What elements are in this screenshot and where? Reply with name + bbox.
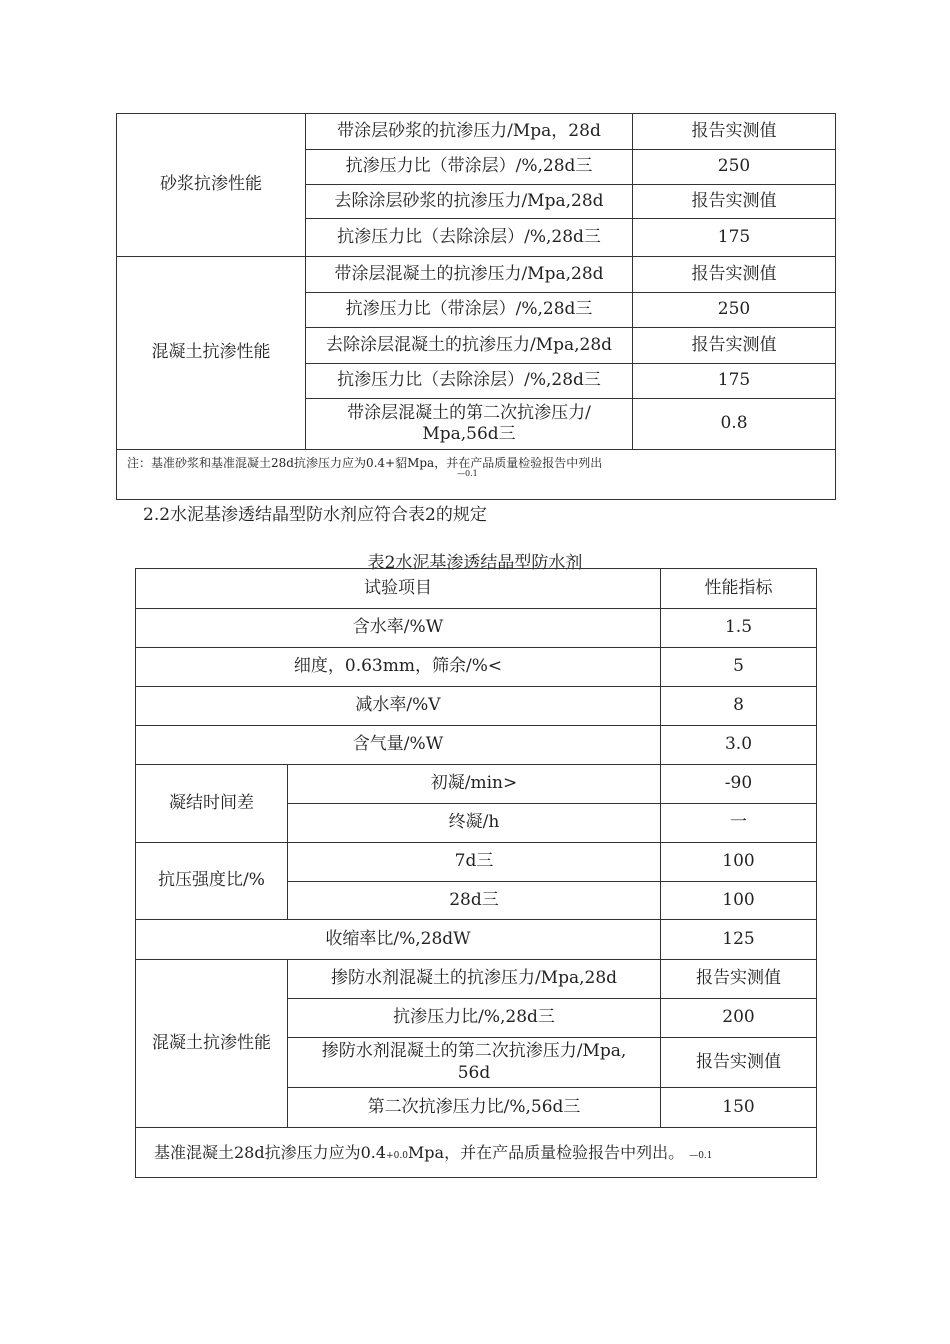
value-cell: 5: [661, 648, 817, 687]
value-cell: 报告实测值: [633, 114, 836, 150]
value-cell: 0.8: [633, 399, 836, 450]
table-row: [136, 765, 817, 804]
item-cell: 28d三: [288, 882, 661, 920]
value-cell: -90: [661, 765, 817, 804]
value-cell: 3.0: [661, 726, 817, 765]
value-cell: 8: [661, 687, 817, 726]
table-row: [136, 843, 817, 882]
table-2: [135, 568, 817, 1178]
note-subscript: —0.1: [457, 469, 478, 478]
value-cell: 报告实测值: [633, 328, 836, 364]
item-cell: 去除涂层混凝土的抗渗压力/Mpa,28d: [306, 328, 633, 364]
value-cell: 一: [661, 804, 817, 843]
item-line: 56d: [457, 1062, 491, 1083]
item-cell: 终凝/h: [288, 804, 661, 843]
table-row: [136, 920, 817, 960]
value-cell: 100: [661, 843, 817, 882]
note-subscript: —0.1: [689, 1150, 713, 1161]
value-cell: 125: [661, 920, 817, 960]
item-cell: 掺防水剂混凝土的抗渗压力/Mpa,28d: [288, 960, 661, 999]
table-caption: 表2水泥基渗透结晶型防水剂: [367, 553, 583, 573]
item-line: Mpa,56d三: [422, 424, 516, 444]
value-cell: 175: [633, 364, 836, 399]
value-cell: 250: [633, 293, 836, 328]
item-cell: 含气量/%W: [136, 726, 661, 765]
item-cell: 带涂层混凝土的抗渗压力/Mpa,28d: [306, 257, 633, 293]
table-row: [117, 114, 836, 150]
table-row: [117, 257, 836, 293]
table-note: [136, 1128, 817, 1178]
table-row: [136, 648, 817, 687]
item-cell: 抗渗压力比（带涂层）/%,28d三: [306, 293, 633, 328]
item-cell: 抗渗压力比（带涂层）/%,28d三: [306, 150, 633, 185]
value-cell: 报告实测值: [661, 960, 817, 999]
note-text: Mpa，并在产品质量检验报告中列出。: [407, 1142, 685, 1162]
table-row: [136, 960, 817, 999]
value-cell: 200: [661, 999, 817, 1038]
item-cell: 7d三: [288, 843, 661, 882]
item-line: 掺防水剂混凝土的第二次抗渗压力/Mpa,: [321, 1041, 627, 1062]
item-cell: 抗渗压力比（去除涂层）/%,28d三: [306, 364, 633, 399]
item-cell: [306, 399, 633, 450]
row-group-label: 砂浆抗渗性能: [117, 114, 306, 257]
item-cell: 抗渗压力比/%,28d三: [288, 999, 661, 1038]
item-cell: 去除涂层砂浆的抗渗压力/Mpa,28d: [306, 185, 633, 219]
value-cell: 1.5: [661, 609, 817, 648]
table-1: [116, 113, 836, 500]
value-cell: 报告实测值: [661, 1038, 817, 1088]
note-subscript: +0.0: [386, 1150, 408, 1161]
value-cell: 150: [661, 1088, 817, 1128]
header-cell: 试验项目: [136, 569, 661, 609]
item-cell: 含水率/%W: [136, 609, 661, 648]
note-text: 基准混凝土28d抗渗压力应为0.4: [154, 1142, 387, 1162]
value-cell: 175: [633, 219, 836, 257]
table-row: [136, 609, 817, 648]
item-cell: 第二次抗渗压力比/%,56d三: [288, 1088, 661, 1128]
table-row: [136, 687, 817, 726]
row-group-label: 混凝土抗渗性能: [117, 257, 306, 450]
item-cell: 减水率/%V: [136, 687, 661, 726]
note-text: 注：基准砂浆和基准混凝土28d抗渗压力应为0.4+貂Mpa，并在产品质量检验报告中列出: [127, 456, 603, 470]
item-cell: 带涂层砂浆的抗渗压力/Mpa，28d: [306, 114, 633, 150]
item-cell: [288, 1038, 661, 1088]
value-cell: 250: [633, 150, 836, 185]
row-group-label: 混凝土抗渗性能: [136, 960, 288, 1128]
item-cell: 细度，0.63mm，筛余/%<: [136, 648, 661, 687]
value-cell: 报告实测值: [633, 185, 836, 219]
row-group-label: 抗压强度比/%: [136, 843, 288, 920]
table-row: [117, 450, 836, 500]
item-cell: 收缩率比/%,28dW: [136, 920, 661, 960]
table-note: [117, 450, 836, 500]
row-group-label: 凝结时间差: [136, 765, 288, 843]
section-heading: 2.2水泥基渗透结晶型防水剂应符合表2的规定: [143, 505, 487, 525]
item-cell: 抗渗压力比（去除涂层）/%,28d三: [306, 219, 633, 257]
item-line: 带涂层混凝土的第二次抗渗压力/: [347, 402, 591, 423]
table-row: [136, 726, 817, 765]
value-cell: 100: [661, 882, 817, 920]
item-cell: 初凝/min>: [288, 765, 661, 804]
table-row: [136, 1128, 817, 1178]
header-cell: 性能指标: [661, 569, 817, 609]
table-header-row: [136, 569, 817, 609]
value-cell: 报告实测值: [633, 257, 836, 293]
